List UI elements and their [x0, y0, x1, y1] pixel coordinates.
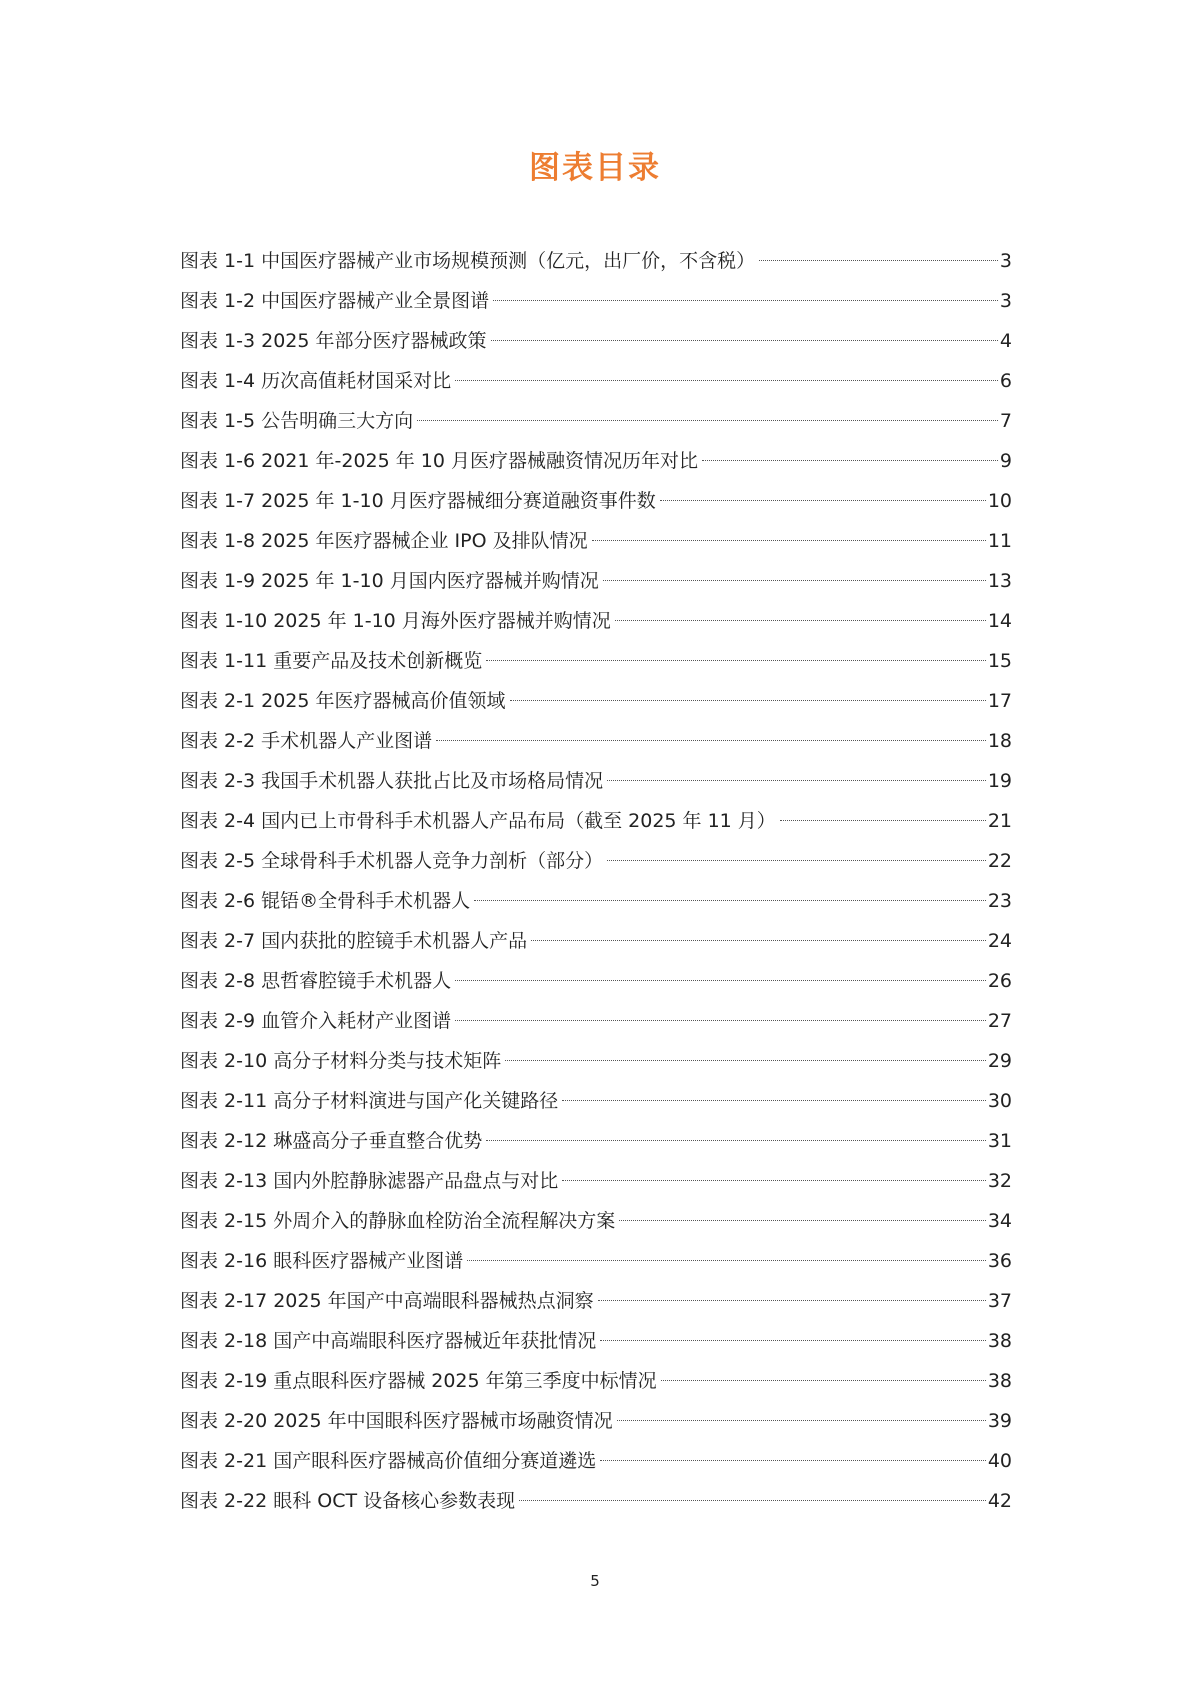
toc-entry[interactable] [180, 761, 1012, 801]
dot-leader [598, 1300, 986, 1301]
toc-entry[interactable] [180, 481, 1012, 521]
toc-entry[interactable] [180, 321, 1012, 361]
toc-entry-title: 图表 2-22 眼科 OCT 设备核心参数表现 [180, 1490, 516, 1512]
toc-entry[interactable] [180, 1441, 1012, 1481]
toc-entry[interactable] [180, 1361, 1012, 1401]
toc-entry-page: 9 [999, 450, 1012, 472]
toc-entry-page: 31 [987, 1130, 1012, 1152]
toc-entry-page: 39 [987, 1410, 1012, 1432]
toc-entry[interactable] [180, 281, 1012, 321]
toc-entry-page: 19 [987, 770, 1012, 792]
toc-entry[interactable] [180, 361, 1012, 401]
toc-entry[interactable] [180, 841, 1012, 881]
dot-leader [486, 1140, 986, 1141]
dot-leader [455, 980, 986, 981]
dot-leader [615, 620, 986, 621]
toc-entry[interactable] [180, 921, 1012, 961]
toc-entry-title: 图表 2-8 思哲睿腔镜手术机器人 [180, 970, 452, 992]
toc-entry[interactable] [180, 1201, 1012, 1241]
toc-entry-page: 26 [987, 970, 1012, 992]
toc-entry[interactable] [180, 801, 1012, 841]
toc-entry-page: 17 [987, 690, 1012, 712]
toc-entry-page: 38 [987, 1370, 1012, 1392]
toc-entry[interactable] [180, 1321, 1012, 1361]
toc-entry-title: 图表 2-13 国内外腔静脉滤器产品盘点与对比 [180, 1170, 559, 1192]
toc-entry[interactable] [180, 401, 1012, 441]
toc-entry-title: 图表 1-9 2025 年 1-10 月国内医疗器械并购情况 [180, 570, 599, 592]
dot-leader [759, 260, 998, 261]
toc-entry-page: 22 [987, 850, 1012, 872]
dot-leader [455, 1020, 986, 1021]
toc-entry[interactable] [180, 721, 1012, 761]
dot-leader [491, 340, 998, 341]
dot-leader [467, 1260, 986, 1261]
toc-entry-page: 40 [987, 1450, 1012, 1472]
toc-entry-page: 13 [987, 570, 1012, 592]
toc-entry[interactable] [180, 521, 1012, 561]
toc-entry-title: 图表 1-4 历次高值耗材国采对比 [180, 370, 452, 392]
toc-entry-title: 图表 1-8 2025 年医疗器械企业 IPO 及排队情况 [180, 530, 588, 552]
toc-entry-title: 图表 1-10 2025 年 1-10 月海外医疗器械并购情况 [180, 610, 611, 632]
toc-entry-title: 图表 2-20 2025 年中国眼科医疗器械市场融资情况 [180, 1410, 613, 1432]
toc-entry[interactable] [180, 1001, 1012, 1041]
dot-leader [619, 1220, 986, 1221]
toc-entry[interactable] [180, 601, 1012, 641]
dot-leader [562, 1100, 986, 1101]
toc-entry-page: 38 [987, 1330, 1012, 1352]
page-number: 5 [590, 1572, 600, 1590]
toc-entry-page: 37 [987, 1290, 1012, 1312]
dot-leader [702, 460, 998, 461]
toc-entry[interactable] [180, 561, 1012, 601]
toc-entry-title: 图表 2-2 手术机器人产业图谱 [180, 730, 433, 752]
dot-leader [617, 1420, 986, 1421]
dot-leader [660, 500, 986, 501]
toc-entry[interactable] [180, 441, 1012, 481]
dot-leader [607, 780, 986, 781]
toc-entry-title: 图表 1-5 公告明确三大方向 [180, 410, 414, 432]
toc-entry-page: 24 [987, 930, 1012, 952]
toc-entry[interactable] [180, 881, 1012, 921]
toc-entry-page: 42 [987, 1490, 1012, 1512]
toc-entry-title: 图表 2-6 锟铻®全骨科手术机器人 [180, 890, 471, 912]
toc-entry-title: 图表 2-5 全球骨科手术机器人竞争力剖析（部分） [180, 850, 604, 872]
toc-entry-page: 7 [999, 410, 1012, 432]
toc-entry-page: 27 [987, 1010, 1012, 1032]
dot-leader [474, 900, 986, 901]
dot-leader [505, 1060, 986, 1061]
toc-entry[interactable] [180, 1121, 1012, 1161]
toc-entry-title: 图表 1-2 中国医疗器械产业全景图谱 [180, 290, 490, 312]
dot-leader [600, 1340, 986, 1341]
toc-entry-title: 图表 2-12 琳盛高分子垂直整合优势 [180, 1130, 483, 1152]
toc-entry-page: 4 [999, 330, 1012, 352]
toc-entry[interactable] [180, 961, 1012, 1001]
figure-toc-list [180, 241, 1012, 1521]
dot-leader [486, 660, 986, 661]
dot-leader [436, 740, 986, 741]
toc-entry-title: 图表 2-10 高分子材料分类与技术矩阵 [180, 1050, 502, 1072]
toc-entry-title: 图表 1-3 2025 年部分医疗器械政策 [180, 330, 487, 352]
toc-entry-page: 6 [999, 370, 1012, 392]
dot-leader [592, 540, 986, 541]
toc-entry-page: 34 [987, 1210, 1012, 1232]
toc-entry-page: 10 [987, 490, 1012, 512]
toc-entry-title: 图表 2-3 我国手术机器人获批占比及市场格局情况 [180, 770, 604, 792]
page-title: 图表目录 [529, 150, 661, 186]
dot-leader [661, 1380, 986, 1381]
dot-leader [603, 580, 986, 581]
toc-entry-page: 3 [999, 250, 1012, 272]
toc-entry-title: 图表 2-15 外周介入的静脉血栓防治全流程解决方案 [180, 1210, 616, 1232]
toc-entry-title: 图表 1-11 重要产品及技术创新概览 [180, 650, 483, 672]
toc-entry-page: 21 [987, 810, 1012, 832]
toc-entry-title: 图表 1-6 2021 年-2025 年 10 月医疗器械融资情况历年对比 [180, 450, 699, 472]
dot-leader [417, 420, 998, 421]
toc-entry-page: 14 [987, 610, 1012, 632]
toc-entry[interactable] [180, 1281, 1012, 1321]
toc-entry[interactable] [180, 241, 1012, 281]
toc-entry-title: 图表 2-1 2025 年医疗器械高价值领域 [180, 690, 506, 712]
toc-entry-page: 32 [987, 1170, 1012, 1192]
toc-entry-title: 图表 2-16 眼科医疗器械产业图谱 [180, 1250, 464, 1272]
dot-leader [519, 1500, 986, 1501]
toc-entry-page: 36 [987, 1250, 1012, 1272]
dot-leader [510, 700, 986, 701]
toc-entry-page: 3 [999, 290, 1012, 312]
toc-entry-page: 23 [987, 890, 1012, 912]
toc-entry[interactable] [180, 1041, 1012, 1081]
toc-entry[interactable] [180, 1081, 1012, 1121]
toc-entry[interactable] [180, 1161, 1012, 1201]
dot-leader [562, 1180, 986, 1181]
toc-entry-title: 图表 2-4 国内已上市骨科手术机器人产品布局（截至 2025 年 11 月） [180, 810, 776, 832]
toc-entry-title: 图表 2-9 血管介入耗材产业图谱 [180, 1010, 452, 1032]
toc-entry-page: 15 [987, 650, 1012, 672]
toc-entry-title: 图表 1-1 中国医疗器械产业市场规模预测（亿元，出厂价，不含税） [180, 250, 756, 272]
toc-entry-title: 图表 2-19 重点眼科医疗器械 2025 年第三季度中标情况 [180, 1370, 657, 1392]
dot-leader [531, 940, 986, 941]
toc-entry-page: 30 [987, 1090, 1012, 1112]
dot-leader [493, 300, 998, 301]
toc-entry-title: 图表 2-11 高分子材料演进与国产化关键路径 [180, 1090, 559, 1112]
dot-leader [780, 820, 986, 821]
toc-entry-page: 18 [987, 730, 1012, 752]
toc-entry-title: 图表 2-18 国产中高端眼科医疗器械近年获批情况 [180, 1330, 597, 1352]
toc-entry-title: 图表 2-21 国产眼科医疗器械高价值细分赛道遴选 [180, 1450, 597, 1472]
dot-leader [607, 860, 986, 861]
toc-entry-page: 11 [987, 530, 1012, 552]
dot-leader [455, 380, 998, 381]
toc-entry[interactable] [180, 641, 1012, 681]
toc-entry-title: 图表 1-7 2025 年 1-10 月医疗器械细分赛道融资事件数 [180, 490, 656, 512]
toc-entry[interactable] [180, 1481, 1012, 1521]
toc-entry[interactable] [180, 681, 1012, 721]
toc-entry[interactable] [180, 1241, 1012, 1281]
toc-entry-title: 图表 2-17 2025 年国产中高端眼科器械热点洞察 [180, 1290, 594, 1312]
dot-leader [600, 1460, 986, 1461]
toc-entry-page: 29 [987, 1050, 1012, 1072]
toc-entry-title: 图表 2-7 国内获批的腔镜手术机器人产品 [180, 930, 528, 952]
toc-entry[interactable] [180, 1401, 1012, 1441]
